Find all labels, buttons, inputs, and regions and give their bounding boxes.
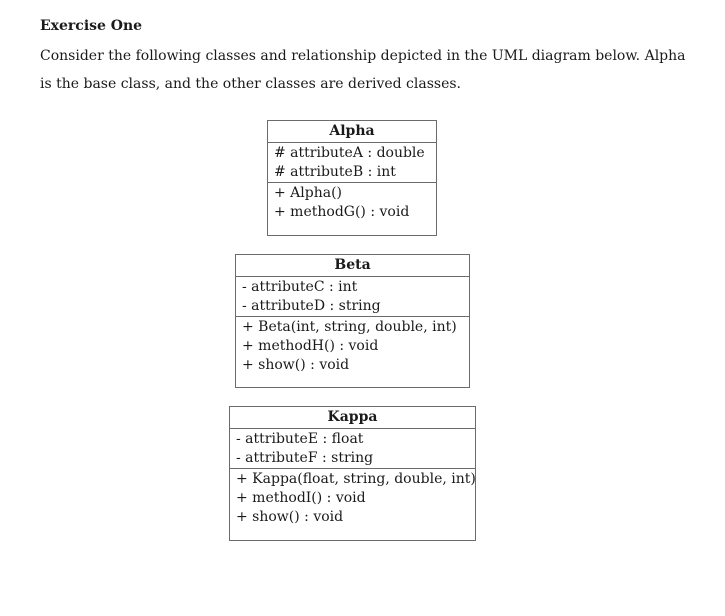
attribute: # attributeA : double bbox=[274, 145, 425, 161]
attribute: - attributeF : string bbox=[236, 450, 374, 466]
method: + show() : void bbox=[236, 509, 344, 525]
attributes-section bbox=[230, 429, 475, 469]
description-line-2: is the base class, and the other classes are derived classes. bbox=[40, 76, 462, 92]
class-name: Beta bbox=[236, 255, 469, 277]
method: + Beta(int, string, double, int) bbox=[242, 319, 457, 335]
attribute: - attributeE : float bbox=[236, 431, 364, 447]
attribute: - attributeC : int bbox=[242, 279, 358, 295]
methods-section bbox=[236, 317, 469, 375]
exercise-heading: Exercise One bbox=[40, 18, 143, 34]
class-name: Alpha bbox=[268, 121, 436, 143]
class-name: Kappa bbox=[230, 407, 475, 429]
method: + methodH() : void bbox=[242, 338, 379, 354]
attribute: - attributeD : string bbox=[242, 298, 381, 314]
exercise-description bbox=[40, 42, 690, 98]
uml-class-kappa bbox=[229, 406, 476, 541]
description-line-1: Consider the following classes and relationship depicted in the UML diagram below. Alpha bbox=[40, 48, 686, 64]
methods-section bbox=[230, 469, 475, 527]
uml-class-beta bbox=[235, 254, 470, 388]
uml-class-alpha bbox=[267, 120, 437, 236]
method: + Kappa(float, string, double, int) bbox=[236, 471, 476, 487]
method: + Alpha() bbox=[274, 185, 343, 201]
methods-section bbox=[268, 183, 436, 222]
attributes-section bbox=[268, 143, 436, 183]
method: + show() : void bbox=[242, 357, 350, 373]
attributes-section bbox=[236, 277, 469, 317]
method: + methodI() : void bbox=[236, 490, 366, 506]
method: + methodG() : void bbox=[274, 204, 410, 220]
attribute: # attributeB : int bbox=[274, 164, 396, 180]
